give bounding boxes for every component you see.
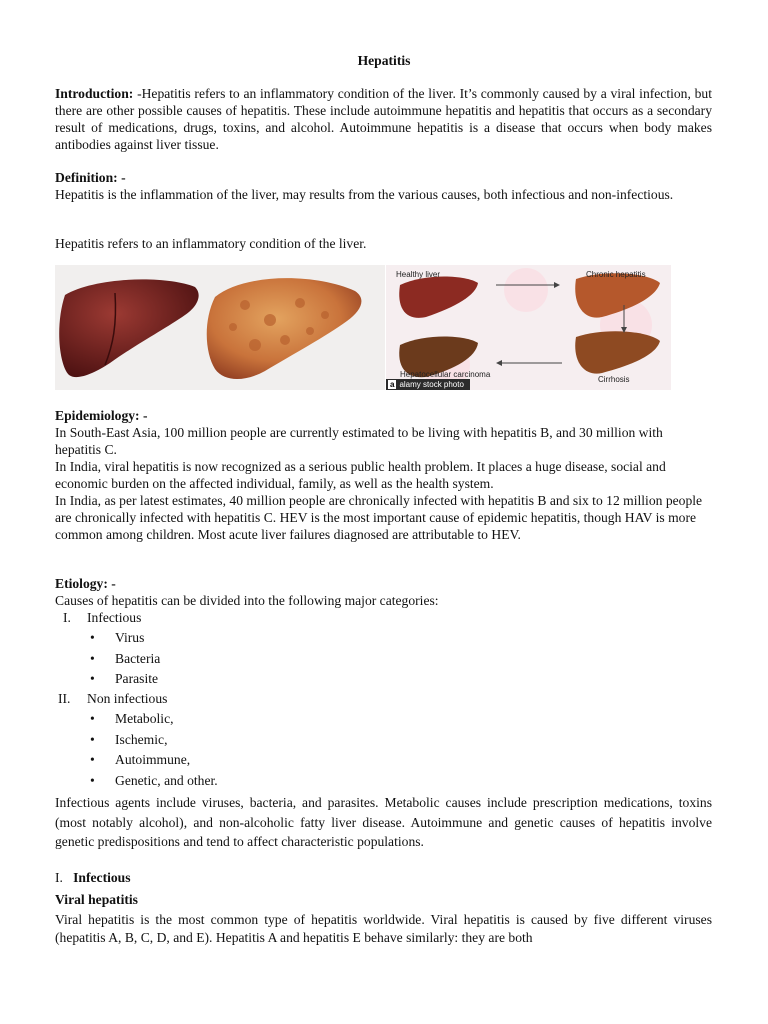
- epidemiology-p2: In India, viral hepatitis is now recognized as a serious public health problem. It places a huge disease, social and economic burden on the affected individual, family, as well as the health system.: [55, 459, 666, 491]
- list-item-text: Virus: [115, 630, 145, 645]
- list-item: [55, 649, 712, 670]
- list-item-text: Ischemic,: [115, 731, 168, 747]
- label-healthy-liver: Healthy liver: [396, 270, 441, 279]
- healthy-liver-shape: [59, 279, 198, 377]
- bullet: •: [90, 630, 95, 645]
- category-label: Non infectious: [87, 691, 168, 706]
- epidemiology-heading-text: Epidemiology: -: [55, 408, 148, 423]
- category-label: Infectious: [87, 610, 142, 625]
- label-hepatocellular-carcinoma: Hepatocellular carcinoma: [400, 370, 491, 379]
- liver-photo: [55, 265, 385, 390]
- definition-heading-text: Definition: -: [55, 170, 126, 185]
- label-chronic-hepatitis: Chronic hepatitis: [586, 270, 646, 279]
- epidemiology-body: [55, 424, 712, 543]
- etiology-summary: Infectious agents include viruses, bacteria, and parasites. Metabolic causes include prescription medications, toxins (most notably alcohol), and non-alcoholic fatty liver disease. Autoimmune and genetic causes of hepatitis involve genetic predispositions and tend to affect characteristic populations.: [55, 795, 712, 849]
- list-item: [55, 669, 712, 690]
- bullet: •: [90, 650, 95, 666]
- list-item: [55, 730, 712, 751]
- list-item-text: Bacteria: [115, 650, 161, 666]
- category-infectious: [55, 608, 712, 629]
- viral-hepatitis-text: Viral hepatitis is the most common type of hepatitis worldwide. Viral hepatitis is caused by five different viruses (hepatitis A, B, C, D, and E). Hepatitis A and hepatitis E behave similarly: they are both: [55, 912, 712, 945]
- section-heading: Infectious: [73, 870, 131, 885]
- infectious-heading: [55, 869, 712, 886]
- category-non-infectious: [55, 689, 712, 710]
- bullet: •: [90, 731, 95, 747]
- epidemiology-p3: In India, as per latest estimates, 40 million people are chronically infected with hepatitis B and six to 12 million people are chronically infected with hepatitis C. HEV is the most important cause of epidemic hepatitis, though HAV is more common among children. Most acute liver failures diagnosed are attributable to HEV.: [55, 493, 703, 542]
- liver-stages-diagram: [386, 265, 671, 390]
- definition-text-2: Hepatitis refers to an inflammatory condition of the liver.: [55, 236, 367, 251]
- bullet: •: [90, 772, 95, 788]
- list-item-text: Parasite: [115, 671, 159, 686]
- etiology-heading-text: Etiology: -: [55, 576, 116, 591]
- subheading-text: Viral hepatitis: [55, 892, 138, 907]
- introduction-paragraph: [55, 85, 712, 153]
- etiology-intro: Causes of hepatitis can be divided into the following major categories:: [55, 593, 439, 608]
- list-item-text: Autoimmune,: [115, 752, 191, 767]
- bullet: •: [90, 671, 95, 686]
- infectious-list: [55, 628, 712, 690]
- definition-heading: [55, 169, 712, 186]
- list-item: [55, 750, 712, 771]
- category-number: I.: [63, 610, 71, 625]
- bullet: •: [90, 711, 95, 726]
- alamy-text: alamy stock photo: [399, 380, 464, 389]
- list-item: [55, 709, 712, 730]
- introduction-heading: Introduction:: [55, 86, 134, 101]
- list-item: [55, 628, 712, 649]
- definition-text: Hepatitis is the inflammation of the liver, may results from the various causes, both infectious and non-infectious.: [55, 187, 674, 202]
- epidemiology-p1: In South-East Asia, 100 million people are currently estimated to be living with hepatitis B, and 30 million with hepatitis C.: [55, 425, 663, 457]
- etiology-heading: [55, 575, 712, 592]
- bullet: •: [90, 752, 95, 767]
- label-cirrhosis: Cirrhosis: [598, 375, 630, 384]
- non-infectious-list: [55, 709, 712, 791]
- list-item-text: Metabolic,: [115, 711, 174, 726]
- list-item-text: Genetic, and other.: [115, 772, 218, 788]
- alamy-watermark: [386, 379, 470, 390]
- liver-illustration: [55, 265, 385, 390]
- page-title: Hepatitis: [357, 53, 411, 68]
- epidemiology-heading: [55, 407, 712, 424]
- alamy-logo: a: [390, 380, 395, 389]
- etiology-categories: [55, 608, 712, 629]
- liver-figure: [55, 265, 671, 390]
- category-number: II.: [58, 691, 71, 706]
- etiology-categories-2: [55, 689, 712, 710]
- viral-hepatitis-heading: [55, 891, 712, 908]
- section-number: I.: [55, 870, 63, 885]
- list-item: [55, 771, 712, 792]
- introduction-text: -Hepatitis refers to an inflammatory condition of the liver. It’s commonly caused by a viral infection, but there are other possible causes of hepatitis. These include autoimmune hepatitis and hepatitis that occurs as a secondary result of medications, drugs, toxins, and alcohol. Autoimmune hepatitis is a disease that occurs when body makes antibodies against liver tissue.: [55, 86, 712, 152]
